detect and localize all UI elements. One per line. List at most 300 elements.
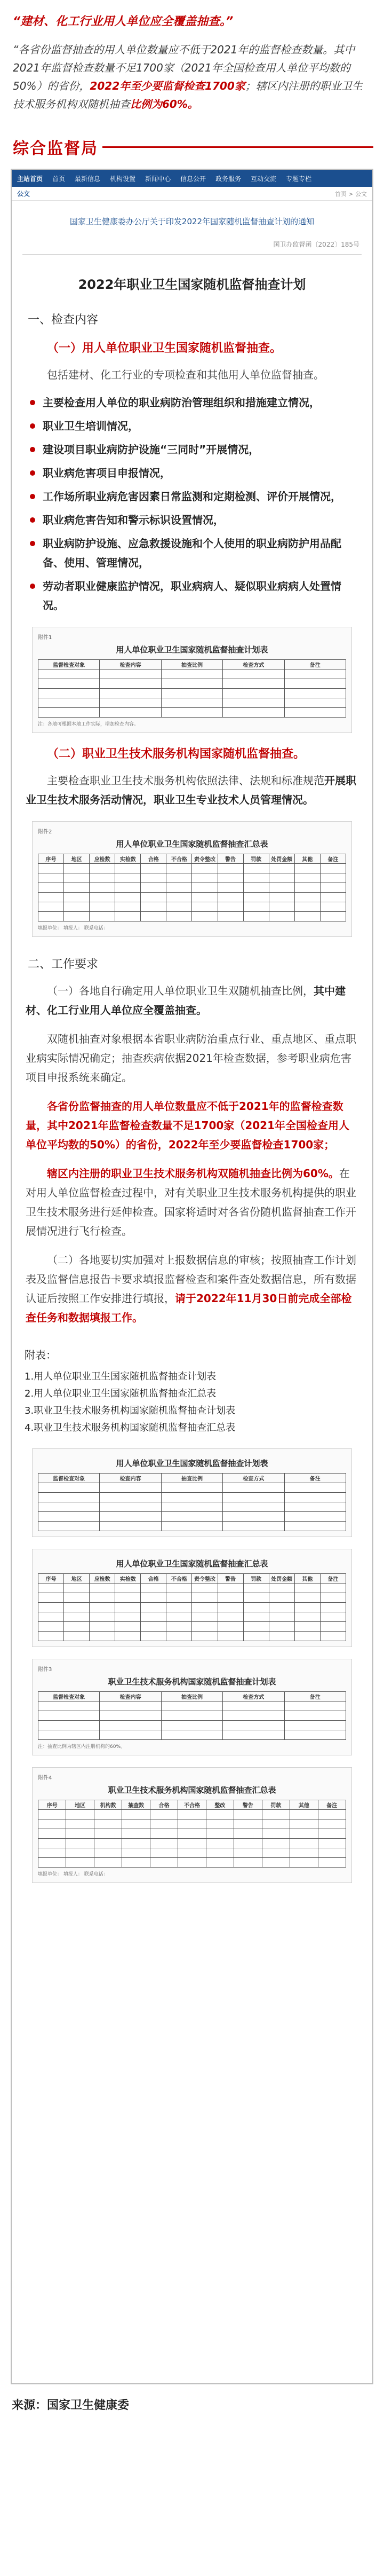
table-cell (178, 1839, 206, 1848)
table-cell (223, 1730, 284, 1740)
table-cell (269, 912, 295, 921)
table-cell (64, 893, 90, 902)
table-cell (122, 1848, 150, 1858)
table-cell (290, 1858, 318, 1868)
paragraph-text: （二）各地要切实加强对上报数据信息的审核；按照抽查工作计划表及监督信息报告卡要求填报监督检查和案件查处数据信息，所有数据认证后按照工作安排进行填报， (26, 1254, 356, 1305)
scanned-table-1 (32, 627, 352, 733)
table-header-cell: 其他 (295, 1574, 321, 1584)
table-header-cell: 应检数 (90, 1574, 115, 1584)
table-cell (192, 1603, 218, 1612)
table-cell (64, 1593, 90, 1603)
table-cell (141, 1612, 166, 1622)
table-header-cell: 检查内容 (100, 1692, 161, 1701)
table-caption: 职业卫生技术服务机构国家随机监督抽查计划表 (108, 1677, 276, 1687)
list-item: 建设项目职业病防护设施“三同时”开展情况， (29, 440, 359, 459)
table-cell (64, 1603, 90, 1612)
site-nav-item[interactable]: 政务服务 (215, 175, 242, 183)
table-cell (141, 1632, 166, 1641)
annex-heading: 附表： (25, 1349, 57, 1361)
site-sub-strip (12, 187, 372, 201)
table-header-cell: 地区 (64, 854, 90, 864)
table-cell (162, 669, 223, 679)
site-nav-item[interactable]: 专题专栏 (286, 175, 312, 183)
table-cell (64, 864, 90, 873)
paragraph-emphasis: 请于2022年11月30日前完成全部检查任务和数据填报工作。 (26, 1292, 352, 1324)
table-cell (295, 1632, 321, 1641)
table-cell (162, 1522, 223, 1531)
table-cell (166, 1603, 192, 1612)
table-cell (234, 1829, 262, 1839)
table-cell (38, 893, 64, 902)
paragraph-emphasis: 各省份监督抽查的用人单位数量应不低于2021年的监督检查数量，其中2021年监督检查数量不足1700家（2021年全国检查用人单位平均数的50%）的省份，2022年至少要监督检查1700家； (26, 1100, 349, 1151)
table-cell (321, 1603, 346, 1612)
table-header-cell: 罚款 (244, 1574, 269, 1584)
table-cell (38, 1502, 100, 1512)
subsection-heading-2: （二）职业卫生技术服务机构国家随机监督抽查。 (47, 747, 306, 761)
table-cell (269, 893, 295, 902)
table-cell (141, 912, 166, 921)
table-cell (318, 1848, 346, 1858)
table-cell (166, 1593, 192, 1603)
site-nav-bar (12, 170, 372, 187)
table-footnote: 填报单位： 填报人： 联系电话： (38, 926, 108, 931)
table-cell (223, 708, 284, 718)
table-cell (192, 1584, 218, 1593)
table-cell (321, 1584, 346, 1593)
table-cell (218, 1632, 244, 1641)
table-cell (262, 1848, 290, 1858)
table-cell (244, 883, 269, 893)
table-cell (38, 902, 64, 912)
table-cell (90, 864, 115, 873)
table-cell (100, 1730, 161, 1740)
table-cell (290, 1819, 318, 1829)
table-cell (162, 698, 223, 708)
table-header-cell: 警告 (218, 1574, 244, 1584)
notice-title-bar (25, 216, 359, 232)
table-cell (218, 883, 244, 893)
table-cell (64, 912, 90, 921)
table-cell (262, 1810, 290, 1819)
table-cell (269, 1622, 295, 1632)
table-header-cell: 备注 (285, 1474, 346, 1483)
paragraph-text: （一）各地自行确定用人单位职业卫生双随机抽查比例， (47, 984, 314, 997)
table-cell (223, 1483, 284, 1493)
table-header-cell: 检查方式 (223, 660, 284, 669)
table-cell (269, 1612, 295, 1622)
table-cell (150, 1858, 178, 1868)
table-cell (162, 679, 223, 689)
subsection-heading-1: （一）用人单位职业卫生国家随机监督抽查。 (47, 342, 282, 355)
banner-divider (102, 146, 373, 148)
list-item: 职业病防护设施、应急救援设施和个人使用的职业病防护用品配备、使用、管理情况， (29, 534, 359, 572)
table-cell (285, 1502, 346, 1512)
table-cell (206, 1829, 234, 1839)
paragraph-data-report (26, 1250, 358, 1327)
table-cell (38, 864, 64, 873)
table-cell (162, 1512, 223, 1522)
table-cell (100, 1701, 161, 1711)
table-cell (115, 1632, 141, 1641)
table-cell (223, 689, 284, 698)
table-cell (122, 1819, 150, 1829)
table-cell (94, 1829, 122, 1839)
annex-item[interactable]: 2.用人单位职业卫生国家随机监督抽查汇总表 (25, 1388, 217, 1399)
table-cell (218, 873, 244, 883)
table-header-cell: 序号 (38, 854, 64, 864)
table-header-cell: 检查方式 (223, 1474, 284, 1483)
table-cell (115, 912, 141, 921)
table-cell (285, 1483, 346, 1493)
table-grid (38, 1800, 346, 1868)
table-header-cell: 不合格 (178, 1800, 206, 1810)
table-cell (115, 1584, 141, 1593)
check-items-list (29, 393, 359, 615)
table-cell (100, 1522, 161, 1531)
table-cell (122, 1829, 150, 1839)
table-cell (38, 1810, 66, 1819)
table-cell (290, 1829, 318, 1839)
section-heading-2: 二、工作要求 (28, 958, 99, 971)
table-cell (318, 1819, 346, 1829)
table-cell (218, 1612, 244, 1622)
table-label: 附件2 (38, 829, 52, 835)
table-header-cell: 监督检查对象 (38, 1692, 100, 1701)
site-nav-item[interactable]: 机构设置 (110, 175, 136, 183)
divider (22, 254, 362, 255)
table-cell (100, 698, 161, 708)
table-cell (100, 1493, 161, 1502)
table-header-cell: 备注 (285, 660, 346, 669)
table-cell (178, 1829, 206, 1839)
table-cell (94, 1858, 122, 1868)
table-cell (295, 1593, 321, 1603)
table-header-cell: 抽查比例 (162, 1474, 223, 1483)
quote-body (13, 41, 371, 113)
table-cell (115, 1603, 141, 1612)
table-cell (321, 902, 346, 912)
table-header-cell: 警告 (218, 854, 244, 864)
table-header-cell: 备注 (321, 854, 346, 864)
table-header-cell: 序号 (38, 1574, 64, 1584)
table-cell (38, 689, 100, 698)
table-cell (234, 1810, 262, 1819)
table-header-cell: 合格 (141, 1574, 166, 1584)
table-cell (90, 1622, 115, 1632)
table-cell (244, 864, 269, 873)
table-header-cell: 备注 (285, 1692, 346, 1701)
scanned-table-annex-2 (32, 1549, 352, 1647)
table-cell (223, 1701, 284, 1711)
table-cell (38, 1730, 100, 1740)
table-header-cell: 抽查比例 (162, 1692, 223, 1701)
table-cell (115, 1622, 141, 1632)
table-cell (223, 1502, 284, 1512)
table-header-cell: 检查方式 (223, 1692, 284, 1701)
section-heading-1: 一、检查内容 (28, 313, 99, 327)
annex-list (25, 1368, 359, 1437)
table-footnote: 注：各地可根据本地工作实际，增加检查内容。 (38, 722, 139, 727)
table-cell (38, 1593, 64, 1603)
table-cell (90, 1632, 115, 1641)
table-cell (269, 873, 295, 883)
table-cell (192, 1622, 218, 1632)
table-cell (90, 873, 115, 883)
site-nav-item[interactable]: 最新信息 (75, 175, 101, 183)
table-cell (318, 1858, 346, 1868)
table-cell (223, 1721, 284, 1730)
paragraph-emphasis: 辖区内注册的职业卫生技术服务机构双随机抽查比例为60%。 (47, 1167, 339, 1180)
table-label: 附件3 (38, 1667, 52, 1673)
table-cell (64, 1622, 90, 1632)
table-cell (321, 1622, 346, 1632)
table-cell (38, 1612, 64, 1622)
table-cell (321, 883, 346, 893)
table-header-cell: 合格 (141, 854, 166, 864)
table-cell (269, 864, 295, 873)
table-cell (269, 1632, 295, 1641)
quote-title: “建材、化工行业用人单位应全覆盖抽查。” (13, 15, 234, 28)
table-caption: 用人单位职业卫生国家随机监督抽查计划表 (116, 1459, 268, 1468)
table-cell (262, 1839, 290, 1848)
table-cell (38, 1711, 100, 1721)
list-item: 职业病危害告知和警示标识设置情况， (29, 510, 359, 530)
table-grid (38, 1691, 346, 1740)
table-cell (115, 873, 141, 883)
table-grid (38, 659, 346, 718)
table-cell (150, 1810, 178, 1819)
table-cell (321, 864, 346, 873)
table-cell (141, 1593, 166, 1603)
table-cell (100, 1502, 161, 1512)
table-header-cell: 地区 (66, 1800, 94, 1810)
table-cell (162, 1502, 223, 1512)
table-cell (162, 689, 223, 698)
paragraph-emphasis: 开展职业卫生技术服务活动情况，职业卫生专业技术人员管理情况。 (26, 774, 356, 806)
table-header-cell: 不合格 (166, 1574, 192, 1584)
table-cell (244, 873, 269, 883)
table-cell (64, 873, 90, 883)
table-cell (206, 1810, 234, 1819)
table-cell (64, 1612, 90, 1622)
site-nav-item[interactable]: 新闻中心 (145, 175, 171, 183)
table-cell (66, 1829, 94, 1839)
table-cell (38, 669, 100, 679)
table-cell (192, 864, 218, 873)
list-item: 职业病危害项目申报情况， (29, 463, 359, 483)
annex-item[interactable]: 3.职业卫生技术服务机构国家随机监督抽查计划表 (25, 1405, 236, 1416)
table-cell (262, 1858, 290, 1868)
table-cell (192, 873, 218, 883)
table-cell (206, 1858, 234, 1868)
table-cell (321, 1632, 346, 1641)
table-cell (64, 883, 90, 893)
table-cell (100, 1711, 161, 1721)
quote-body-text: “各省份监督抽查的用人单位数量应不低于2021年的监督检查数量。其中2021年监督检查数量不足1700家（2021年全国检查用人单位平均数的50%）的省份， (13, 43, 355, 92)
table-cell (244, 1622, 269, 1632)
table-cell (269, 1593, 295, 1603)
table-header-cell: 不合格 (166, 854, 192, 864)
table-cell (321, 1593, 346, 1603)
table-cell (285, 1730, 346, 1740)
table-header-cell: 检查内容 (100, 660, 161, 669)
table-cell (115, 893, 141, 902)
table-header-cell: 备注 (321, 1574, 346, 1584)
list-item: 工作场所职业病危害因素日常监测和定期检测、评价开展情况， (29, 487, 359, 506)
table-cell (192, 1632, 218, 1641)
table-cell (178, 1858, 206, 1868)
table-caption: 用人单位职业卫生国家随机监督抽查汇总表 (116, 839, 268, 849)
table-cell (38, 679, 100, 689)
paragraph-scope: 包括建材、化工行业的专项检查和其他用人单位监督抽查。 (47, 368, 324, 381)
table-cell (218, 902, 244, 912)
table-cell (244, 1593, 269, 1603)
document-number: 国卫办监督函〔2022〕185号 (273, 241, 359, 248)
table-cell (150, 1839, 178, 1848)
table-cell (38, 1522, 100, 1531)
table-header-cell: 整改 (206, 1800, 234, 1810)
site-nav-item[interactable]: 主站首页 (17, 175, 43, 183)
list-item: 主要检查用人单位的职业病防治管理组织和措施建立情况， (29, 393, 359, 412)
table-cell (262, 1819, 290, 1829)
table-cell (115, 864, 141, 873)
table-cell (38, 698, 100, 708)
table-cell (218, 1603, 244, 1612)
table-cell (318, 1839, 346, 1848)
table-cell (192, 902, 218, 912)
table-cell (223, 698, 284, 708)
quote-emphasis-1: 2022年至少要监督检查1700家 (90, 80, 245, 92)
table-cell (166, 1622, 192, 1632)
site-nav-item[interactable]: 互动交流 (251, 175, 277, 183)
table-caption: 用人单位职业卫生国家随机监督抽查汇总表 (116, 1559, 268, 1569)
table-cell (218, 893, 244, 902)
table-cell (285, 669, 346, 679)
table-cell (295, 1603, 321, 1612)
table-cell (218, 1622, 244, 1632)
table-cell (285, 698, 346, 708)
table-cell (285, 708, 346, 718)
site-nav-item[interactable]: 信息公开 (180, 175, 206, 183)
paragraph-service-ratio (26, 1164, 358, 1241)
table-cell (122, 1810, 150, 1819)
table-header-cell: 抽查比例 (162, 660, 223, 669)
table-cell (90, 1584, 115, 1593)
table-cell (290, 1848, 318, 1858)
annex-item[interactable]: 1.用人单位职业卫生国家随机监督抽查计划表 (25, 1371, 217, 1382)
table-cell (285, 679, 346, 689)
table-cell (218, 1593, 244, 1603)
table-cell (234, 1839, 262, 1848)
table-cell (162, 1701, 223, 1711)
table-cell (100, 1512, 161, 1522)
table-header-cell: 检查内容 (100, 1474, 161, 1483)
table-cell (162, 1721, 223, 1730)
table-cell (115, 1612, 141, 1622)
table-cell (150, 1829, 178, 1839)
scanned-table-2 (32, 821, 352, 937)
table-cell (141, 873, 166, 883)
table-cell (166, 1584, 192, 1593)
table-cell (223, 1522, 284, 1531)
scanned-table-annex-4 (32, 1767, 352, 1883)
table-cell (321, 873, 346, 883)
table-cell (115, 1593, 141, 1603)
table-cell (234, 1819, 262, 1829)
table-cell (234, 1848, 262, 1858)
table-cell (115, 902, 141, 912)
table-cell (285, 1721, 346, 1730)
table-cell (90, 893, 115, 902)
table-cell (223, 1493, 284, 1502)
table-cell (223, 1711, 284, 1721)
paragraph-service-check (26, 771, 358, 809)
table-header-cell: 处罚金额 (269, 1574, 295, 1584)
table-cell (66, 1848, 94, 1858)
table-cell (38, 1819, 66, 1829)
table-label: 附件1 (38, 635, 52, 641)
table-cell (295, 902, 321, 912)
table-cell (94, 1848, 122, 1858)
table-cell (66, 1810, 94, 1819)
breadcrumb[interactable]: 公文 (17, 190, 30, 198)
table-header-cell: 罚款 (262, 1800, 290, 1810)
table-cell (192, 912, 218, 921)
table-header-cell: 责令整改 (192, 854, 218, 864)
table-header-cell: 抽查数 (122, 1800, 150, 1810)
table-cell (122, 1858, 150, 1868)
table-header-cell: 其他 (290, 1800, 318, 1810)
table-cell (244, 1584, 269, 1593)
table-cell (162, 1493, 223, 1502)
table-cell (100, 1721, 161, 1730)
table-cell (206, 1839, 234, 1848)
table-header-cell: 监督检查对象 (38, 660, 100, 669)
table-header-cell: 实检数 (115, 1574, 141, 1584)
table-cell (38, 1701, 100, 1711)
table-cell (290, 1810, 318, 1819)
table-cell (100, 679, 161, 689)
table-cell (166, 883, 192, 893)
table-cell (206, 1819, 234, 1829)
table-header-cell: 警告 (234, 1800, 262, 1810)
table-cell (290, 1839, 318, 1848)
site-nav-item[interactable]: 首页 (52, 175, 66, 183)
table-cell (269, 1584, 295, 1593)
table-cell (64, 902, 90, 912)
table-cell (244, 1603, 269, 1612)
table-cell (38, 912, 64, 921)
banner-label: 综合监督局 (10, 135, 98, 159)
table-cell (90, 902, 115, 912)
table-cell (141, 883, 166, 893)
table-header-cell: 序号 (38, 1800, 66, 1810)
table-cell (285, 1701, 346, 1711)
table-cell (38, 1512, 100, 1522)
table-cell (162, 708, 223, 718)
table-cell (115, 883, 141, 893)
scanned-table-annex-1 (32, 1448, 352, 1537)
table-cell (66, 1839, 94, 1848)
table-cell (166, 1632, 192, 1641)
table-cell (269, 883, 295, 893)
table-cell (162, 1730, 223, 1740)
table-cell (178, 1848, 206, 1858)
annex-item[interactable]: 4.职业卫生技术服务机构国家随机监督抽查汇总表 (25, 1422, 236, 1433)
table-cell (295, 1584, 321, 1593)
table-cell (166, 873, 192, 883)
table-cell (38, 1839, 66, 1848)
